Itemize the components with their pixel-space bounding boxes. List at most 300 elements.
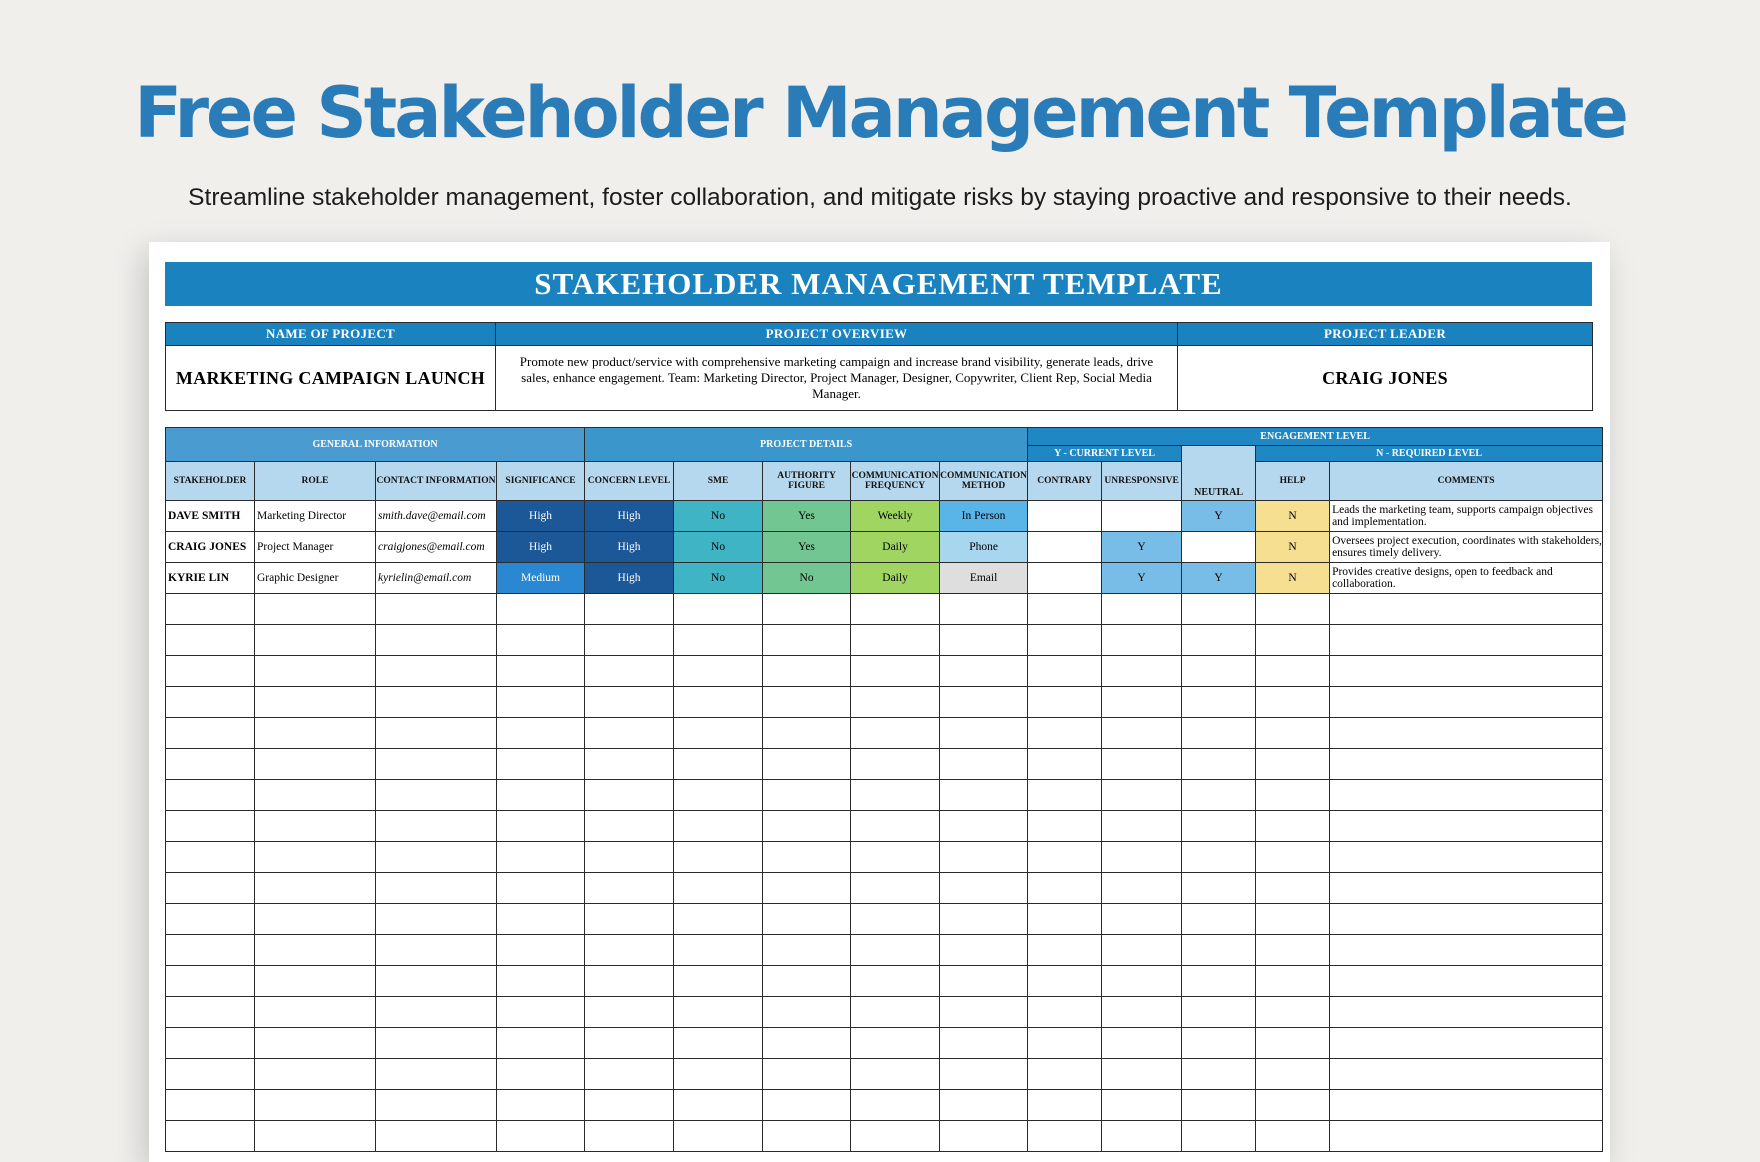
empty-cell[interactable] [585,1059,674,1090]
empty-cell[interactable] [674,1059,763,1090]
unresponsive-cell[interactable] [1102,501,1182,532]
empty-cell[interactable] [940,966,1028,997]
empty-cell[interactable] [763,811,851,842]
empty-cell[interactable] [1256,966,1330,997]
empty-cell[interactable] [1102,1090,1182,1121]
empty-cell[interactable] [851,718,940,749]
empty-cell[interactable] [674,594,763,625]
comments-cell[interactable]: Leads the marketing team, supports campaign objectives and implementation. [1330,501,1603,532]
stakeholder-cell[interactable]: KYRIE LIN [166,563,255,594]
empty-cell[interactable] [585,811,674,842]
help-cell[interactable]: N [1256,532,1330,563]
empty-cell[interactable] [940,842,1028,873]
empty-cell[interactable] [166,1121,255,1152]
role-cell[interactable]: Graphic Designer [255,563,376,594]
empty-cell[interactable] [255,966,376,997]
project-overview-cell[interactable]: Promote new product/service with comprehensive marketing campaign and increase brand visibility, generate leads, drive sales, enhance engagement. Team: Marketing Director, Project Manager, Designer, Copywriter, Client Rep, Social Media Manager. [496,346,1178,411]
empty-cell[interactable] [1182,749,1256,780]
neutral-cell[interactable] [1182,532,1256,563]
empty-cell[interactable] [940,749,1028,780]
stakeholder-cell[interactable]: DAVE SMITH [166,501,255,532]
col-significance: SIGNIFICANCE [497,462,585,501]
empty-cell[interactable] [940,780,1028,811]
empty-cell[interactable] [376,842,497,873]
empty-cell[interactable] [497,842,585,873]
empty-cell[interactable] [763,780,851,811]
role-cell[interactable]: Project Manager [255,532,376,563]
contrary-cell[interactable] [1028,501,1102,532]
empty-cell[interactable] [1182,780,1256,811]
empty-cell[interactable] [674,842,763,873]
empty-cell[interactable] [376,935,497,966]
help-cell[interactable]: N [1256,563,1330,594]
empty-cell[interactable] [255,1028,376,1059]
empty-cell[interactable] [585,625,674,656]
contrary-cell[interactable] [1028,532,1102,563]
empty-cell[interactable] [1028,625,1102,656]
empty-cell[interactable] [497,904,585,935]
empty-cell[interactable] [1256,811,1330,842]
empty-cell[interactable] [166,873,255,904]
empty-cell[interactable] [1102,687,1182,718]
empty-cell[interactable] [940,1090,1028,1121]
empty-cell[interactable] [940,873,1028,904]
sme-cell[interactable]: No [674,563,763,594]
method-cell[interactable]: Phone [940,532,1028,563]
empty-cell[interactable] [851,749,940,780]
empty-cell[interactable] [674,811,763,842]
empty-cell[interactable] [1256,904,1330,935]
empty-cell[interactable] [1182,1028,1256,1059]
empty-cell[interactable] [674,966,763,997]
authority-cell[interactable]: Yes [763,532,851,563]
empty-cell[interactable] [585,1028,674,1059]
empty-cell[interactable] [763,687,851,718]
empty-cell[interactable] [166,687,255,718]
empty-cell[interactable] [1102,966,1182,997]
empty-cell[interactable] [851,935,940,966]
empty-cell[interactable] [1102,842,1182,873]
empty-cell[interactable] [674,1090,763,1121]
empty-cell[interactable] [1256,1121,1330,1152]
empty-cell[interactable] [1330,1059,1603,1090]
frequency-cell[interactable]: Daily [851,563,940,594]
empty-cell[interactable] [1102,1059,1182,1090]
authority-cell[interactable]: Yes [763,501,851,532]
empty-cell[interactable] [585,780,674,811]
empty-cell[interactable] [851,656,940,687]
role-cell[interactable]: Marketing Director [255,501,376,532]
empty-cell[interactable] [1028,1028,1102,1059]
empty-cell[interactable] [166,656,255,687]
empty-cell[interactable] [166,966,255,997]
empty-cell[interactable] [166,780,255,811]
method-cell[interactable]: Email [940,563,1028,594]
empty-cell[interactable] [851,811,940,842]
empty-cell[interactable] [585,997,674,1028]
empty-cell[interactable] [585,904,674,935]
empty-cell[interactable] [497,1059,585,1090]
empty-cell[interactable] [851,625,940,656]
empty-cell[interactable] [851,687,940,718]
empty-cell[interactable] [763,1090,851,1121]
empty-cell[interactable] [255,935,376,966]
empty-cell[interactable] [497,1028,585,1059]
empty-cell[interactable] [763,873,851,904]
empty-cell[interactable] [674,749,763,780]
concern-cell[interactable]: High [585,501,674,532]
empty-cell[interactable] [763,625,851,656]
empty-cell[interactable] [1182,873,1256,904]
empty-cell[interactable] [763,1028,851,1059]
empty-cell[interactable] [166,997,255,1028]
empty-cell[interactable] [1028,935,1102,966]
empty-cell[interactable] [376,1059,497,1090]
empty-cell[interactable] [1256,997,1330,1028]
empty-cell[interactable] [497,811,585,842]
empty-cell[interactable] [585,1090,674,1121]
empty-cell[interactable] [674,1121,763,1152]
empty-cell[interactable] [166,904,255,935]
empty-cell[interactable] [1028,780,1102,811]
empty-cell[interactable] [940,1059,1028,1090]
empty-cell[interactable] [1182,594,1256,625]
empty-cell[interactable] [585,687,674,718]
empty-cell[interactable] [1330,594,1603,625]
concern-cell[interactable]: High [585,563,674,594]
empty-cell[interactable] [851,594,940,625]
contrary-cell[interactable] [1028,563,1102,594]
frequency-cell[interactable]: Daily [851,532,940,563]
contact-cell[interactable]: kyrielin@email.com [376,563,497,594]
empty-cell[interactable] [1102,935,1182,966]
empty-cell[interactable] [1330,1090,1603,1121]
empty-cell[interactable] [166,1028,255,1059]
empty-cell[interactable] [166,625,255,656]
empty-cell[interactable] [940,1028,1028,1059]
empty-cell[interactable] [1330,935,1603,966]
empty-cell[interactable] [763,842,851,873]
col-unresponsive: UNRESPONSIVE [1102,462,1182,501]
project-name-cell[interactable]: MARKETING CAMPAIGN LAUNCH [166,346,496,411]
empty-cell[interactable] [1330,997,1603,1028]
empty-cell[interactable] [255,656,376,687]
empty-cell[interactable] [376,718,497,749]
empty-cell[interactable] [940,656,1028,687]
empty-cell[interactable] [1028,1059,1102,1090]
empty-cell[interactable] [1182,997,1256,1028]
empty-cell[interactable] [1028,656,1102,687]
empty-cell[interactable] [1182,656,1256,687]
empty-cell[interactable] [585,656,674,687]
empty-cell[interactable] [763,1121,851,1152]
empty-cell[interactable] [1256,935,1330,966]
empty-cell[interactable] [674,997,763,1028]
comments-cell[interactable]: Provides creative designs, open to feedback and collaboration. [1330,563,1603,594]
empty-cell[interactable] [1330,873,1603,904]
empty-cell[interactable] [1028,997,1102,1028]
empty-cell[interactable] [1028,966,1102,997]
empty-cell[interactable] [1028,749,1102,780]
empty-cell[interactable] [255,873,376,904]
empty-cell[interactable] [585,1121,674,1152]
empty-cell[interactable] [674,718,763,749]
empty-cell[interactable] [851,1090,940,1121]
empty-cell[interactable] [1330,1121,1603,1152]
empty-cell[interactable] [1182,1090,1256,1121]
neutral-cell[interactable]: Y [1182,563,1256,594]
empty-cell[interactable] [851,1028,940,1059]
empty-cell[interactable] [376,966,497,997]
empty-cell[interactable] [674,1028,763,1059]
empty-cell[interactable] [166,1090,255,1121]
empty-cell[interactable] [376,656,497,687]
empty-cell[interactable] [255,904,376,935]
empty-cell[interactable] [940,718,1028,749]
empty-cell[interactable] [1102,1121,1182,1152]
empty-cell[interactable] [376,594,497,625]
empty-cell[interactable] [585,873,674,904]
significance-cell[interactable]: High [497,501,585,532]
empty-cell[interactable] [497,935,585,966]
empty-cell[interactable] [1182,966,1256,997]
empty-cell[interactable] [1330,904,1603,935]
empty-cell[interactable] [763,594,851,625]
empty-cell[interactable] [763,1059,851,1090]
significance-cell[interactable]: Medium [497,563,585,594]
empty-cell[interactable] [1102,997,1182,1028]
empty-cell[interactable] [497,625,585,656]
empty-cell[interactable] [376,873,497,904]
empty-cell[interactable] [940,904,1028,935]
empty-cell[interactable] [1102,904,1182,935]
empty-cell[interactable] [674,656,763,687]
empty-cell[interactable] [585,935,674,966]
empty-cell[interactable] [1182,1121,1256,1152]
empty-cell[interactable] [376,1090,497,1121]
empty-cell[interactable] [763,904,851,935]
empty-cell[interactable] [940,997,1028,1028]
empty-cell[interactable] [1028,1121,1102,1152]
contact-cell[interactable]: craigjones@email.com [376,532,497,563]
empty-cell[interactable] [497,1121,585,1152]
significance-cell[interactable]: High [497,532,585,563]
empty-cell[interactable] [585,966,674,997]
empty-cell[interactable] [1182,904,1256,935]
empty-cell[interactable] [255,1090,376,1121]
empty-cell[interactable] [1102,656,1182,687]
empty-cell[interactable] [1182,687,1256,718]
empty-cell[interactable] [1256,1059,1330,1090]
frequency-cell[interactable]: Weekly [851,501,940,532]
empty-cell[interactable] [497,718,585,749]
empty-cell[interactable] [1102,625,1182,656]
sme-cell[interactable]: No [674,532,763,563]
empty-cell[interactable] [763,718,851,749]
empty-cell[interactable] [940,687,1028,718]
unresponsive-cell[interactable]: Y [1102,563,1182,594]
empty-cell[interactable] [255,718,376,749]
empty-cell[interactable] [255,811,376,842]
empty-cell[interactable] [674,780,763,811]
empty-cell[interactable] [1330,656,1603,687]
empty-cell[interactable] [1102,1028,1182,1059]
empty-cell[interactable] [1330,811,1603,842]
empty-cell[interactable] [1182,718,1256,749]
project-leader-cell[interactable]: CRAIG JONES [1178,346,1593,411]
empty-cell[interactable] [1182,1059,1256,1090]
empty-cell[interactable] [763,997,851,1028]
empty-cell[interactable] [1028,842,1102,873]
empty-cell[interactable] [674,873,763,904]
empty-cell[interactable] [851,780,940,811]
empty-cell[interactable] [497,780,585,811]
empty-cell[interactable] [674,625,763,656]
empty-cell[interactable] [851,1121,940,1152]
empty-cell[interactable] [376,780,497,811]
empty-cell[interactable] [255,1121,376,1152]
empty-cell[interactable] [1256,780,1330,811]
empty-cell[interactable] [763,935,851,966]
empty-cell[interactable] [1256,1090,1330,1121]
empty-cell[interactable] [255,749,376,780]
empty-cell[interactable] [585,749,674,780]
empty-cell[interactable] [255,594,376,625]
empty-cell[interactable] [255,780,376,811]
empty-cell[interactable] [1028,904,1102,935]
empty-cell[interactable] [255,842,376,873]
empty-cell[interactable] [1182,811,1256,842]
empty-cell[interactable] [1102,718,1182,749]
empty-cell[interactable] [166,749,255,780]
empty-cell[interactable] [851,1059,940,1090]
empty-cell[interactable] [497,966,585,997]
empty-cell[interactable] [255,997,376,1028]
empty-cell[interactable] [497,997,585,1028]
empty-cell[interactable] [1102,749,1182,780]
empty-cell[interactable] [497,1090,585,1121]
empty-cell[interactable] [497,749,585,780]
empty-cell[interactable] [166,718,255,749]
empty-cell[interactable] [376,1028,497,1059]
neutral-cell[interactable]: Y [1182,501,1256,532]
empty-cell[interactable] [1330,625,1603,656]
empty-cell[interactable] [851,842,940,873]
empty-cell[interactable] [1256,656,1330,687]
empty-cell[interactable] [940,625,1028,656]
empty-cell[interactable] [166,594,255,625]
stakeholder-cell[interactable]: CRAIG JONES [166,532,255,563]
empty-cell[interactable] [255,687,376,718]
empty-cell[interactable] [1028,1090,1102,1121]
empty-cell[interactable] [497,687,585,718]
empty-cell[interactable] [1330,842,1603,873]
empty-cell[interactable] [763,656,851,687]
empty-cell[interactable] [1102,811,1182,842]
empty-cell[interactable] [940,594,1028,625]
empty-cell[interactable] [497,873,585,904]
authority-cell[interactable]: No [763,563,851,594]
empty-cell[interactable] [1330,1028,1603,1059]
method-cell[interactable]: In Person [940,501,1028,532]
empty-cell[interactable] [1330,687,1603,718]
empty-cell[interactable] [1028,594,1102,625]
empty-cell[interactable] [1182,842,1256,873]
empty-cell[interactable] [255,625,376,656]
empty-cell[interactable] [1028,811,1102,842]
empty-cell[interactable] [1102,594,1182,625]
empty-cell[interactable] [376,904,497,935]
empty-cell[interactable] [1102,780,1182,811]
empty-cell[interactable] [1256,873,1330,904]
empty-cell[interactable] [376,1121,497,1152]
empty-cell[interactable] [166,842,255,873]
empty-cell[interactable] [376,687,497,718]
empty-cell[interactable] [1102,873,1182,904]
empty-cell[interactable] [1256,842,1330,873]
empty-cell[interactable] [940,811,1028,842]
empty-cell[interactable] [1330,718,1603,749]
empty-cell[interactable] [1256,1028,1330,1059]
empty-cell[interactable] [674,904,763,935]
empty-cell[interactable] [851,873,940,904]
empty-cell[interactable] [166,935,255,966]
empty-cell[interactable] [1256,687,1330,718]
empty-cell[interactable] [1256,718,1330,749]
empty-cell[interactable] [763,749,851,780]
empty-cell[interactable] [585,718,674,749]
empty-cell[interactable] [376,997,497,1028]
empty-cell[interactable] [166,811,255,842]
empty-cell[interactable] [851,997,940,1028]
empty-cell[interactable] [1028,873,1102,904]
empty-cell[interactable] [1028,718,1102,749]
comments-cell[interactable]: Oversees project execution, coordinates with stakeholders, ensures timely delivery. [1330,532,1603,563]
sme-cell[interactable]: No [674,501,763,532]
empty-table-row [166,1028,1603,1059]
empty-cell[interactable] [585,594,674,625]
empty-cell[interactable] [255,1059,376,1090]
empty-cell[interactable] [497,594,585,625]
help-cell[interactable]: N [1256,501,1330,532]
empty-cell[interactable] [1182,935,1256,966]
empty-cell[interactable] [763,966,851,997]
empty-cell[interactable] [585,842,674,873]
empty-cell[interactable] [1028,687,1102,718]
empty-cell[interactable] [1330,780,1603,811]
empty-cell[interactable] [674,935,763,966]
empty-cell[interactable] [674,687,763,718]
empty-cell[interactable] [497,656,585,687]
empty-cell[interactable] [940,1121,1028,1152]
contact-cell[interactable]: smith.dave@email.com [376,501,497,532]
empty-cell[interactable] [1330,749,1603,780]
empty-cell[interactable] [851,966,940,997]
empty-cell[interactable] [940,935,1028,966]
empty-cell[interactable] [1256,594,1330,625]
unresponsive-cell[interactable]: Y [1102,532,1182,563]
empty-cell[interactable] [1256,749,1330,780]
empty-cell[interactable] [166,1059,255,1090]
concern-cell[interactable]: High [585,532,674,563]
empty-cell[interactable] [1330,966,1603,997]
empty-cell[interactable] [1256,625,1330,656]
empty-cell[interactable] [376,811,497,842]
empty-cell[interactable] [376,749,497,780]
empty-cell[interactable] [376,625,497,656]
empty-cell[interactable] [1182,625,1256,656]
empty-cell[interactable] [851,904,940,935]
